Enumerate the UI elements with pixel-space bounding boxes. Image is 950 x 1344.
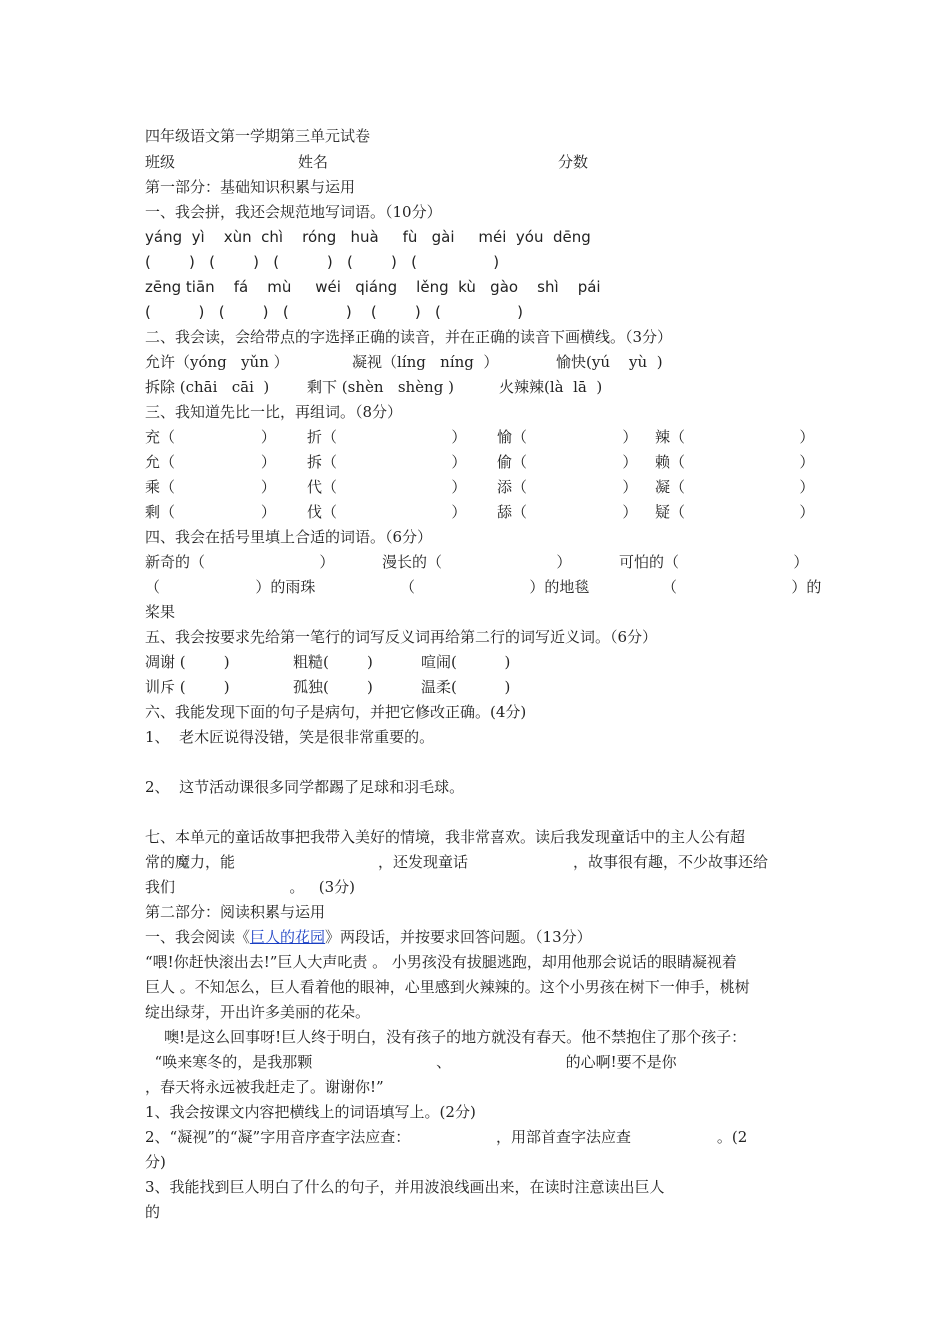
q3-cell: 折（ ） xyxy=(307,428,467,446)
q3-cell: 拆（ ） xyxy=(307,453,467,471)
q3-cell: 辣（ ） xyxy=(655,428,815,446)
part2-q1-title xyxy=(145,927,592,947)
q1-pinyin-row2: zēng tiān fá mù wéi qiáng lěng kù gào shì pái xyxy=(145,278,601,296)
q3-cell: 代（ ） xyxy=(307,478,467,496)
q4-item: （ ）的 xyxy=(662,578,822,596)
q1-title: 一、我会拼，我还会规范地写词语。（10分） xyxy=(145,203,442,221)
exam-title: 四年级语文第一学期第三单元试卷 xyxy=(145,127,371,145)
sub-question-3-cont: 的 xyxy=(145,1203,161,1221)
sub-question-2-cont: 分) xyxy=(145,1153,166,1171)
q7-line-1: 七、本单元的童话故事把我带入美好的情境，我非常喜欢。读后我发现童话中的主人公有超 xyxy=(145,828,746,846)
q2-item: 剩下 (shèn shèng ) xyxy=(307,378,454,396)
q3-cell: 添（ ） xyxy=(497,478,638,496)
passage-line: “喂!你赶快滚出去!”巨人大声叱责 。 小男孩没有拔腿逃跑，却用他那会说话的眼睛凝视着 xyxy=(145,953,737,971)
name-label: 姓名 xyxy=(298,153,329,171)
q4-continued: 桨果 xyxy=(145,603,176,621)
q5-title: 五、我会按要求先给第一笔行的词写反义词再给第二行的词写近义词。（6分） xyxy=(145,628,658,646)
sub-question-3: 3、我能找到巨人明白了什么的句子，并用波浪线画出来，在读时注意读出巨人 xyxy=(145,1178,665,1196)
title-suffix: 》两段话，并按要求回答问题。（13分） xyxy=(325,928,592,946)
q3-cell: 剩（ ） xyxy=(145,503,276,521)
q1-pinyin-row1: yáng yì xùn chì róng huà fù gài méi yóu dēng xyxy=(145,228,591,246)
story-link[interactable]: 巨人的花园 xyxy=(250,928,326,946)
q7-line-2: 常的魔力，能 ，还发现童话 ，故事很有趣，不少故事还给 xyxy=(145,853,768,871)
q5-item: 训斥 ( ) xyxy=(145,678,230,696)
q6-title: 六、我能发现下面的句子是病句，并把它修改正确。(4分) xyxy=(145,703,527,721)
q5-item: 温柔( ) xyxy=(421,678,511,696)
q5-item: 凋谢 ( ) xyxy=(145,653,230,671)
q3-cell: 舔（ ） xyxy=(497,503,638,521)
passage-line: ，春天将永远被我赶走了。谢谢你!” xyxy=(145,1078,384,1096)
q4-item: 可怕的（ ） xyxy=(619,553,809,571)
q3-cell: 赖（ ） xyxy=(655,453,815,471)
q3-cell: 疑（ ） xyxy=(655,503,815,521)
score-label: 分数 xyxy=(558,153,589,171)
q4-item: （ ）的雨珠 xyxy=(145,578,316,596)
q4-item: （ ）的地毯 xyxy=(400,578,590,596)
q2-title: 二、我会读，会给带点的字选择正确的读音，并在正确的读音下画横线。（3分） xyxy=(145,328,673,346)
q5-item: 粗糙( ) xyxy=(293,653,373,671)
q6-sentence-2: 2、 这节活动课很多同学都踢了足球和羽毛球。 xyxy=(145,778,465,796)
q1-blank-row1: ( ) ( ) ( ) ( ) ( ) xyxy=(145,253,500,271)
q3-cell: 允（ ） xyxy=(145,453,276,471)
q5-item: 喧闹( ) xyxy=(421,653,511,671)
passage-line: “唤来寒冬的，是我那颗 、 的心啊!要不是你 xyxy=(145,1053,677,1071)
passage-line: 噢!是这么回事呀!巨人终于明白，没有孩子的地方就没有春天。他不禁抱住了那个孩子： xyxy=(145,1028,747,1046)
q6-sentence-1: 1、 老木匠说得没错，笑是很非常重要的。 xyxy=(145,728,435,746)
q2-item: 愉快(yú yù ) xyxy=(556,353,663,371)
q4-item: 新奇的（ ） xyxy=(145,553,335,571)
passage-line: 巨人 。不知怎么，巨人看着他的眼神，心里感到火辣辣的。这个小男孩在树下一伸手，桃树 xyxy=(145,978,750,996)
part1-heading: 第一部分：基础知识积累与运用 xyxy=(145,178,356,196)
sub-question-2: 2、“凝视”的“凝”字用音序查字法应查： ，用部首查字法应查 。(2 xyxy=(145,1128,748,1146)
q1-blank-row2: ( ) ( ) ( ) ( ) ( ) xyxy=(145,303,523,321)
q2-item: 凝视（líng níng ） xyxy=(352,353,499,371)
q2-item: 拆除 (chāi cāi ) xyxy=(145,378,270,396)
q2-item: 火辣辣(là lā ) xyxy=(499,378,603,396)
q2-item: 允许（yóng yǔn ） xyxy=(145,353,289,371)
passage-line: 绽出绿芽，开出许多美丽的花朵。 xyxy=(145,1003,371,1021)
q4-item: 漫长的（ ） xyxy=(382,553,572,571)
q3-cell: 愉（ ） xyxy=(497,428,638,446)
q4-title: 四、我会在括号里填上合适的词语。（6分） xyxy=(145,528,433,546)
q7-line-3: 我们 。 (3分) xyxy=(145,878,355,896)
title-prefix: 一、我会阅读《 xyxy=(145,928,251,946)
q3-title: 三、我知道先比一比，再组词。（8分） xyxy=(145,403,403,421)
sub-question-1: 1、我会按课文内容把横线上的词语填写上。(2分) xyxy=(145,1103,476,1121)
part2-heading: 第二部分：阅读积累与运用 xyxy=(145,903,326,921)
class-label: 班级 xyxy=(145,153,176,171)
q3-cell: 偷（ ） xyxy=(497,453,638,471)
q3-cell: 凝（ ） xyxy=(655,478,815,496)
q3-cell: 充（ ） xyxy=(145,428,276,446)
q5-item: 孤独( ) xyxy=(293,678,373,696)
q3-cell: 乘（ ） xyxy=(145,478,276,496)
q3-cell: 伐（ ） xyxy=(307,503,467,521)
